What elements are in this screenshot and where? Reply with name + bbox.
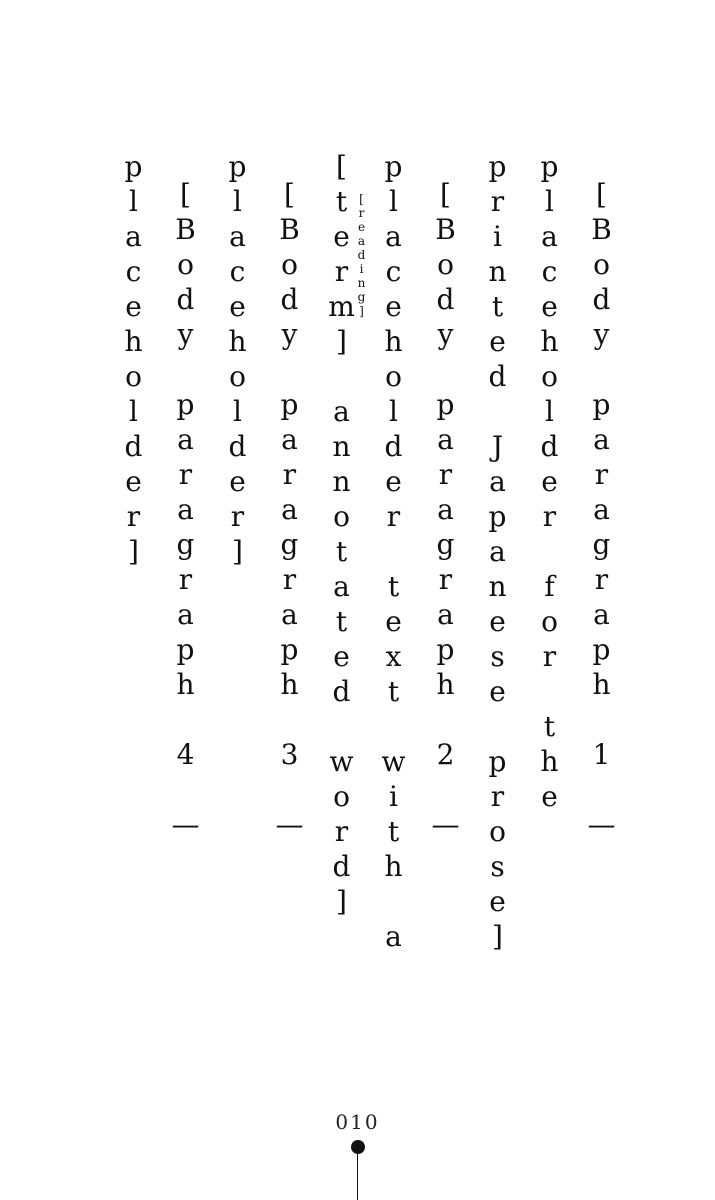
paragraph-2-after: annotated word] xyxy=(325,360,358,920)
page-number: 010 xyxy=(335,1110,380,1134)
ruby-base: [term] xyxy=(325,150,358,360)
folio xyxy=(0,1110,715,1200)
vertical-text-block xyxy=(67,150,627,1030)
paragraph-4: [Body paragraph 4 — placeholder] xyxy=(117,150,202,843)
paragraph-1: [Body paragraph 1 — placeholder for the printed Japanese prose] xyxy=(481,150,618,955)
paragraph-3: [Body paragraph 3 — placeholder] xyxy=(221,150,306,843)
paragraph-2 xyxy=(315,150,471,1030)
ruby-reading: [reading] xyxy=(354,150,369,360)
folio-line-icon xyxy=(357,1154,358,1200)
ruby-annotation xyxy=(325,150,369,360)
folio-ornament-icon xyxy=(348,1140,368,1200)
paragraph-2-before: [Body paragraph 2 — placeholder text with a xyxy=(377,150,462,955)
folio-dot-icon xyxy=(351,1140,365,1154)
